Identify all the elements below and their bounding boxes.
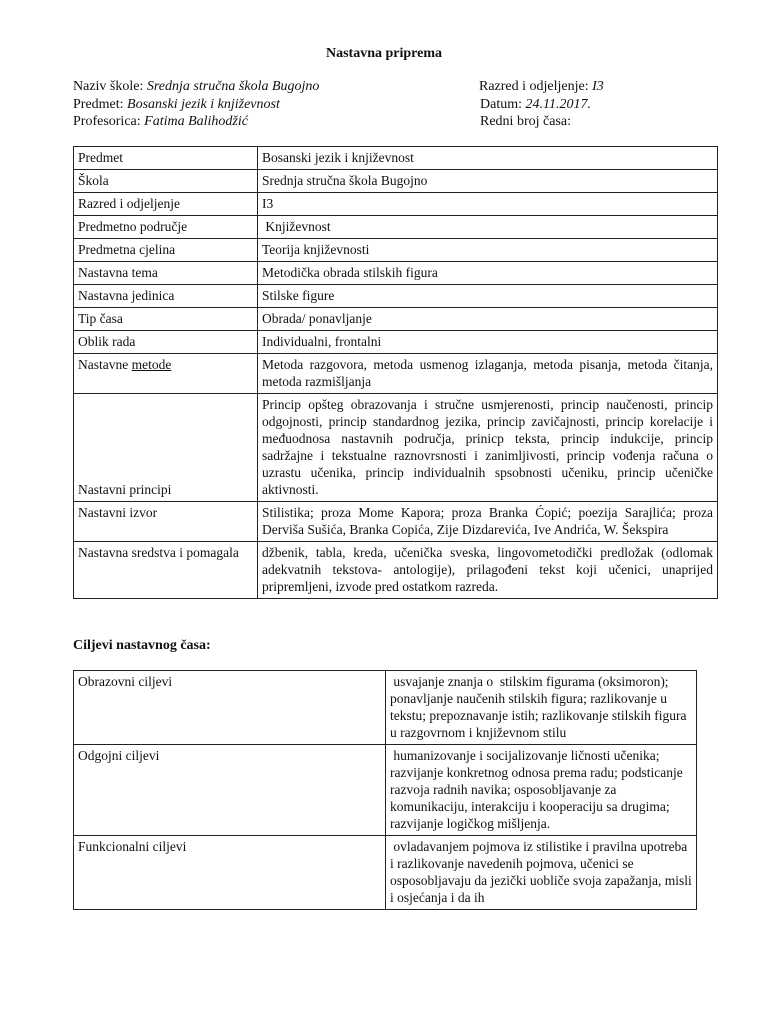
- table-row: [74, 308, 718, 331]
- class-value: I3: [592, 79, 604, 94]
- school-line: [73, 78, 319, 96]
- table-row: [74, 170, 718, 193]
- row-key: Nastavna tema: [74, 262, 258, 285]
- school-label: Naziv škole:: [73, 79, 144, 94]
- goal-key: Obrazovni ciljevi: [74, 671, 386, 745]
- row-key: [74, 354, 258, 394]
- row-value: Književnost: [258, 216, 718, 239]
- table-row: [74, 262, 718, 285]
- row-value: džbenik, tabla, kreda, učenička sveska, lingovometodički predložak (odlomak adekvatnih tekstova- antologije), prilagođeni tekst koji učenici, unaprijed pripremljeni, izvode pred ostatkom razreda.: [258, 542, 718, 599]
- subject-line: [73, 96, 280, 114]
- date-value: 24.11.2017.: [525, 97, 591, 112]
- row-value: Metoda razgovora, metoda usmenog izlaganja, metoda pisanja, metoda čitanja, metoda razmišljanja: [258, 354, 718, 394]
- row-value: Stilske figure: [258, 285, 718, 308]
- table-row: [74, 216, 718, 239]
- lesson-number-line: [480, 113, 571, 131]
- row-value: Stilistika; proza Mome Kapora; proza Branka Ćopić; poezija Sarajlića; proza Derviša Sušića, Branka Copića, Zije Dizdarevića, Ive Andrića, W. Šekspira: [258, 502, 718, 542]
- table-row: [74, 285, 718, 308]
- row-value: Bosanski jezik i književnost: [258, 147, 718, 170]
- goal-value: ovladavanjem pojmova iz stilistike i pravilna upotreba i razlikovanje navedenih pojmova, učenici se osposobljavaju da jezički uobliče svoja zapažanja, misli i osjećanja i da ih: [386, 836, 697, 910]
- row-value: Teorija književnosti: [258, 239, 718, 262]
- row-key: Oblik rada: [74, 331, 258, 354]
- class-label: Razred i odjeljenje:: [479, 79, 589, 94]
- row-key-underlined: metode: [131, 357, 172, 372]
- table-row: [74, 354, 718, 394]
- table-row: [74, 239, 718, 262]
- teacher-value: Fatima Balihodžić: [144, 114, 248, 129]
- table-row: [74, 193, 718, 216]
- date-label: Datum:: [480, 97, 522, 112]
- teacher-label: Profesorica:: [73, 114, 141, 129]
- table-row: [74, 394, 718, 502]
- table-row: [74, 502, 718, 542]
- row-key: Razred i odjeljenje: [74, 193, 258, 216]
- row-key: Tip časa: [74, 308, 258, 331]
- goal-key: Funkcionalni ciljevi: [74, 836, 386, 910]
- row-key: Nastavni izvor: [74, 502, 258, 542]
- row-value: Individualni, frontalni: [258, 331, 718, 354]
- goals-table: [73, 670, 697, 910]
- school-value: Srednja stručna škola Bugojno: [146, 79, 320, 94]
- table-row: [74, 671, 697, 745]
- row-key: Nastavni principi: [74, 394, 258, 502]
- goal-value: usvajanje znanja o stilskim figurama (oksimoron); ponavljanje naučenih stilskih figura; razlikovanje u tekstu; prepoznavanje istih; razlikovanje stilskih figura u razgovrnom i književnom stilu: [386, 671, 697, 745]
- lesson-number-label: Redni broj časa:: [480, 114, 571, 129]
- row-key: Nastavna jedinica: [74, 285, 258, 308]
- table-row: [74, 745, 697, 836]
- teacher-line: [73, 113, 248, 131]
- lesson-info-table: [73, 146, 718, 599]
- row-value: Obrada/ ponavljanje: [258, 308, 718, 331]
- table-row: [74, 331, 718, 354]
- row-value: I3: [258, 193, 718, 216]
- row-value: Metodička obrada stilskih figura: [258, 262, 718, 285]
- class-line: [479, 78, 604, 96]
- goal-value: humanizovanje i socijalizovanje ličnosti učenika; razvijanje konkretnog odnosa prema radu; podsticanje razvoja radnih navika; osposobljavanje za komunikaciju, interakciju i kooperaciju sa drugima; razvijanje logičkog mišljenja.: [386, 745, 697, 836]
- goals-heading: Ciljevi nastavnog časa:: [73, 638, 211, 653]
- row-key: Škola: [74, 170, 258, 193]
- row-value: Princip opšteg obrazovanja i stručne usmjerenosti, princip naučenosti, princip odgojnosti, princip standardnog jezika, princip zavičajnosti, princip korelacije i međuodnosa nastavnih područja, prinicp teksta, princip indukcije, princip sadržajne i tekstualne raznovrsnosti i zanimljivosti, princip vođenja računa o uzrastu učenika, princip individualnih spsobnosti učeniku, princip učeničke aktivnosti.: [258, 394, 718, 502]
- row-key: Predmet: [74, 147, 258, 170]
- row-value: Srednja stručna škola Bugojno: [258, 170, 718, 193]
- row-key: Predmetno područje: [74, 216, 258, 239]
- goal-key: Odgojni ciljevi: [74, 745, 386, 836]
- table-row: [74, 542, 718, 599]
- row-key: Predmetna cjelina: [74, 239, 258, 262]
- row-key: Nastavna sredstva i pomagala: [74, 542, 258, 599]
- subject-value: Bosanski jezik i književnost: [127, 97, 280, 112]
- document-title: Nastavna priprema: [325, 46, 443, 61]
- table-row: [74, 836, 697, 910]
- subject-label: Predmet:: [73, 97, 124, 112]
- date-line: [480, 96, 591, 114]
- row-key-prefix: Nastavne: [78, 357, 132, 372]
- table-row: [74, 147, 718, 170]
